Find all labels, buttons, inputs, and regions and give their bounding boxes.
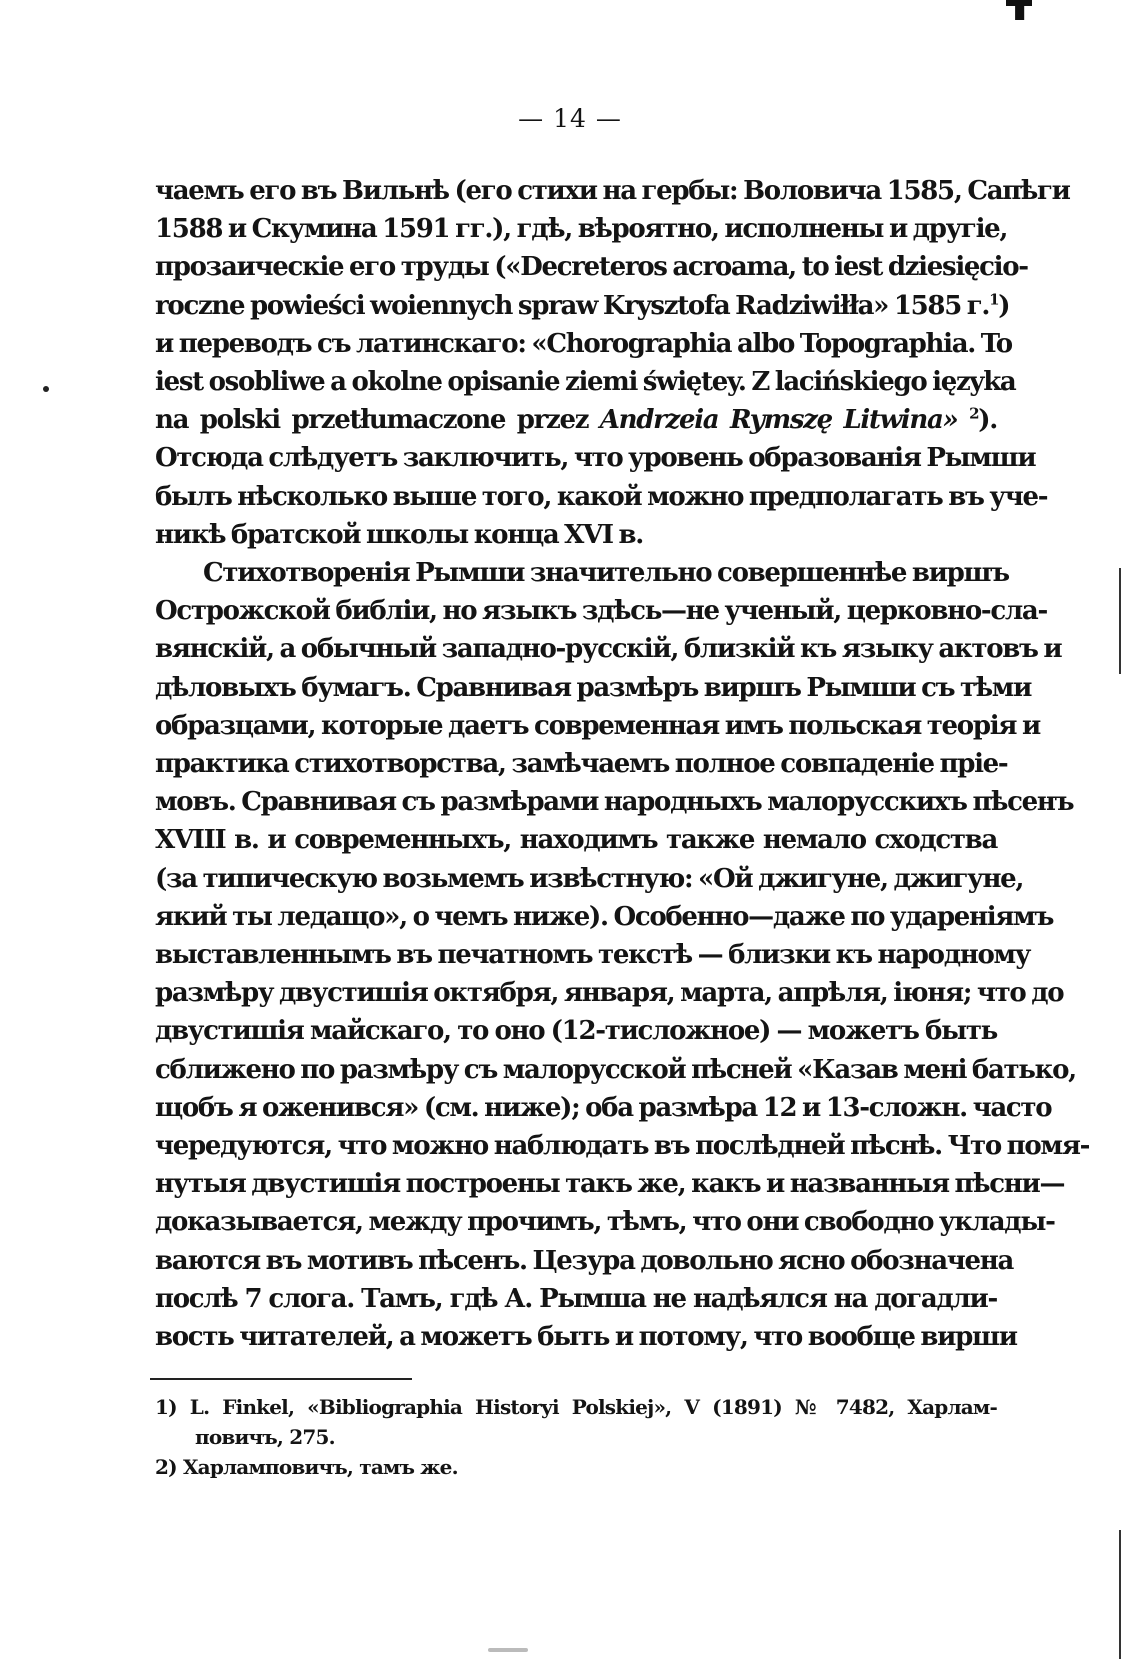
main-text xyxy=(155,172,1090,1356)
text-line: чередуются, что можно наблюдать въ послѣдней пѣснѣ. Что помя- xyxy=(155,1131,1090,1162)
text-line: образцами, которые даетъ современная имъ польская теорія и xyxy=(155,710,1040,741)
footnote-ref-tail: ). xyxy=(978,405,997,436)
text-line: який ты ледащо», о чемъ ниже). Особенно—даже по удареніямъ xyxy=(155,901,1054,932)
text-line: практика стихотворства, замѣчаемъ полное совпаденіе пріе- xyxy=(155,749,1008,780)
text-line: Отсюда слѣдуетъ заключить, что уровень образованія Рымши xyxy=(155,443,1036,474)
text-line: выставленнымъ въ печатномъ текстѣ — близки къ народному xyxy=(155,940,1031,971)
text-line xyxy=(155,401,997,439)
italic-author-name: Andrzeia Rymszę Litwina» xyxy=(599,405,958,436)
text-line: дѣловыхъ бумагъ. Сравнивая размѣръ виршъ Рымши съ тѣми xyxy=(155,672,1032,703)
bottom-smudge xyxy=(488,1648,528,1652)
scan-edge-line xyxy=(1119,568,1121,674)
text-line: мовъ. Сравнивая съ размѣрами народныхъ малорусскихъ пѣсенъ xyxy=(155,787,1074,818)
text-line: XVIII в. и современныхъ, находимъ также немало сходства xyxy=(155,825,997,856)
text-line: чаемъ его въ Вильнѣ (его стихи на гербы: Воловича 1585, Сапѣги xyxy=(155,176,1070,206)
text-line: сближено по размѣру съ малорусской пѣсней «Казав менi батько, xyxy=(155,1054,1076,1085)
margin-dot xyxy=(43,386,49,392)
scan-edge-line xyxy=(1119,1530,1121,1659)
footnote-ref-tail: ) xyxy=(998,290,1010,321)
text-line-content: roczne powieści woiennych spraw Krysztofa Radziwiłła» 1585 г. xyxy=(155,290,990,321)
footnote-line: 1) L. Finkel, «Bibliographia Historyi Polskiej», V (1891) № 7482, Харлам- xyxy=(155,1395,997,1419)
footnote-separator xyxy=(150,1378,412,1380)
text-line: доказывается, между прочимъ, тѣмъ, что они свободно уклады- xyxy=(155,1207,1055,1238)
footnotes xyxy=(155,1392,997,1482)
text-line: вость читателей, а можетъ быть и потому, что вообще вирши xyxy=(155,1322,1017,1353)
text-line: Острожской библіи, но языкъ здѣсь—не ученый, церковно-сла- xyxy=(155,596,1047,627)
text-line: iest osobliwe a okolne opisanie ziemi świętey. Z lacińskiego ięzyka xyxy=(155,367,1016,398)
text-line: и переводъ съ латинскаго: «Chorographia albo Topographia. To xyxy=(155,328,1012,359)
text-line: нутыя двустишія построены такъ же, какъ и названныя пѣсни— xyxy=(155,1169,1065,1200)
text-line: послѣ 7 слога. Тамъ, гдѣ А. Рымша не надѣялся на догадли- xyxy=(155,1283,997,1314)
paragraph-start-line: Стихотворенія Рымши значительно совершеннѣе виршъ xyxy=(203,558,1009,589)
corner-scan-mark xyxy=(1006,0,1032,20)
footnote-line: повичъ, 275. xyxy=(195,1425,335,1449)
text-line: двустишія майскаго, то оно (12-тисложное) — можетъ быть xyxy=(155,1016,997,1047)
page-number: — 14 — xyxy=(518,104,622,133)
footnote-ref: 1 xyxy=(989,289,999,308)
text-line xyxy=(155,287,1010,325)
text-line: щобъ я оженився» (см. ниже); оба размѣра 12 и 13-сложн. часто xyxy=(155,1092,1052,1123)
text-line: былъ нѣсколько выше того, какой можно предполагать въ уче- xyxy=(155,481,1048,512)
text-line: вянскій, а обычный западно-русскій, близкій къ языку актовъ и xyxy=(155,634,1062,665)
text-line: никѣ братской школы конца XVI в. xyxy=(155,519,644,550)
text-line: размѣру двустишія октября, января, марта, апрѣля, іюня; что до xyxy=(155,978,1064,1009)
text-line: (за типическую возьмемъ извѣстную: «Ой джигуне, джигуне, xyxy=(155,863,1024,894)
text-line-content: na polski przetłumaczone przez xyxy=(155,405,589,436)
text-line: 1588 и Скумина 1591 гг.), гдѣ, вѣроятно, исполнены и другіе, xyxy=(155,214,1008,245)
text-line: ваются въ мотивъ пѣсенъ. Цезура довольно ясно обозначена xyxy=(155,1245,1014,1276)
footnote-line: 2) Харламповичъ, тамъ же. xyxy=(155,1455,458,1479)
footnote-ref: 2 xyxy=(969,404,979,423)
text-line: прозаическіе его труды («Decreteros acroama, to iest dziesięcio- xyxy=(155,252,1028,283)
